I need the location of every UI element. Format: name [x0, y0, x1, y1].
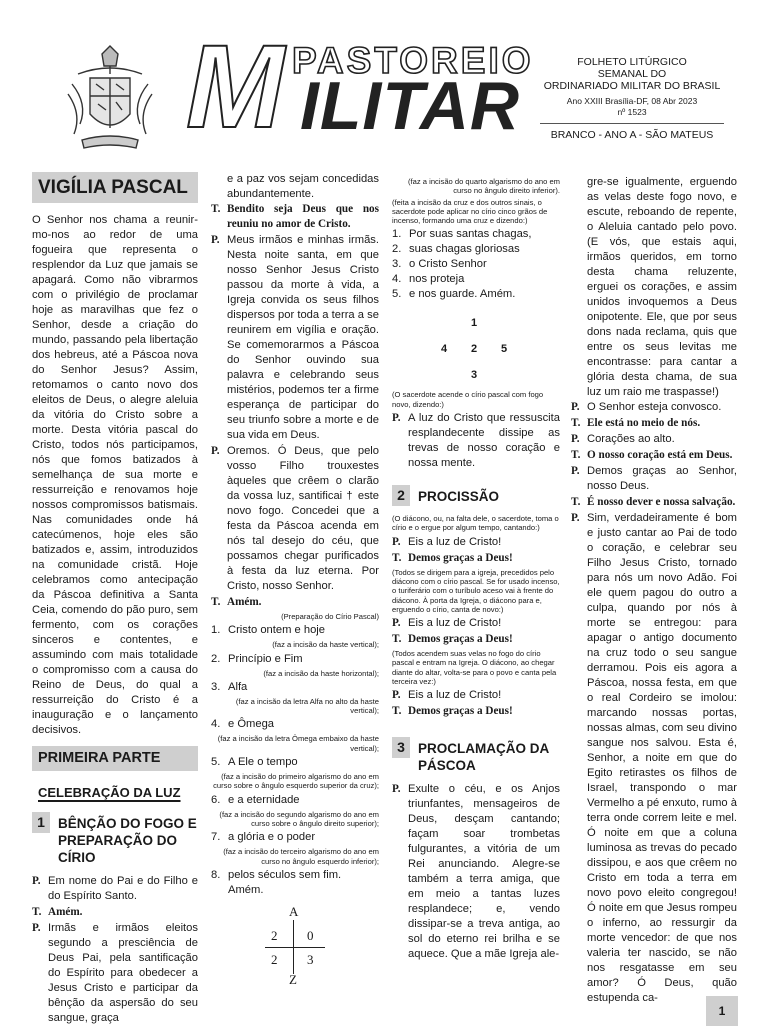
priest-line	[392, 411, 560, 471]
speaker-label: P.	[392, 617, 401, 630]
line-text: O nosso coração está em Deus.	[587, 449, 733, 461]
item-number: 4.	[211, 718, 221, 731]
cross-horizontal-bar	[265, 947, 325, 948]
list-item	[211, 623, 379, 649]
candle-incision-list	[211, 623, 379, 898]
list-item	[392, 227, 560, 242]
item-number: 7.	[211, 831, 221, 844]
rubric: (faz a incisão da haste horizontal);	[263, 668, 379, 678]
continued-text: gre-se igualmente, erguendo as velas deste fogo novo, e escute, reboando de repente, o Aleluia cantado pelo povo. (E vós, que estais aqui, irmãos queridos, em torno desta chama reluzente, erguei os corações, e assim unidos invoquemos a Deus onipotente. Ele, que por seus dons nada reclama, quis que entre os seus levitas me encontrasse: para cantar a glória desta chama, de sua luz um raio me traspasse!)	[587, 176, 737, 398]
line-text: Amém.	[227, 596, 262, 608]
priest-line	[571, 511, 737, 1006]
speaker-label: P.	[211, 234, 220, 246]
speaker-label: P.	[571, 512, 580, 524]
rubric: (faz a incisão da letra Alfa no alto da haste vertical);	[235, 696, 379, 716]
list-item	[392, 257, 560, 272]
section-3-heading	[392, 737, 560, 774]
people-line	[392, 632, 560, 647]
divider	[540, 123, 724, 124]
cross-digit: 2	[271, 951, 278, 967]
rubric: (Todos acendem suas velas no fogo do círio pascal e entram na Igreja. O diácono, ao chegar diante do altar, volta-se para o povo e canta pela terceira vez:)	[392, 649, 557, 687]
item-text: nos proteja	[409, 273, 465, 286]
speaker-label: T.	[571, 417, 581, 429]
speaker-label: T.	[392, 705, 402, 718]
list-item	[211, 680, 379, 716]
list-item	[392, 242, 560, 257]
speaker-label: P.	[392, 783, 401, 796]
speaker-label: T.	[211, 203, 221, 215]
people-line	[211, 202, 379, 232]
priest-line	[571, 432, 737, 447]
item-number: 6.	[211, 793, 221, 806]
line-text: Demos graças ao Senhor, nosso Deus.	[587, 465, 737, 492]
incense-grain-diagram	[431, 316, 521, 386]
speaker-label: P.	[392, 689, 401, 702]
section-2-heading	[392, 485, 560, 506]
line-text: Eis a luz de Cristo!	[408, 689, 502, 702]
info-line-2: SEMANAL DO	[597, 68, 667, 80]
speaker-label: P.	[571, 465, 580, 477]
rubric: (faz a incisão do quarto algarismo do ano em curso no ângulo direito inferior).	[408, 177, 560, 196]
section-number: 1	[32, 812, 50, 833]
rubric: (faz a incisão da haste vertical);	[272, 640, 379, 650]
item-number: 3.	[211, 680, 221, 693]
list-item	[211, 868, 379, 898]
item-text: e a eternidade	[228, 793, 300, 806]
line-text: Oremos. Ó Deus, que pelo vosso Filho trouxestes àqueles que crêem o clarão da vossa luz, santificai † este novo fogo. Concedei que a festa da Páscoa acenda em nós tal desejo do céu, que possamos chegar purificados à festa da luz eterna. Por Cristo, nosso Senhor.	[227, 445, 379, 592]
line-text: Irmãs e irmãos eleitos segundo a presciência de Deus Pai, pela santificação do Espírito para obedecer a Jesus Cristo e participar da bênção da aspersão do seu sangue, graça	[48, 922, 198, 1024]
line-text: Amém.	[48, 906, 83, 918]
item-text: o Cristo Senhor	[409, 258, 487, 271]
item-number: 5.	[211, 756, 221, 769]
item-text: suas chagas gloriosas	[409, 243, 520, 256]
priest-line	[32, 921, 198, 1026]
speaker-label: T.	[571, 449, 581, 461]
item-text: e nos guarde. Amém.	[409, 288, 516, 301]
line-text: Bendito seja Deus que nos reuniu no amor de Cristo.	[227, 203, 379, 230]
rubric: (feita a incisão da cruz e dos outros sinais, o sacerdote pode aplicar no círio cinco grãos de incenso, formando uma cruz e dizendo:)	[392, 197, 548, 226]
grain-mark: 1	[471, 317, 478, 330]
section-number: 3	[392, 737, 410, 758]
line-text: Eis a luz de Cristo!	[408, 535, 502, 548]
people-line	[392, 551, 560, 566]
speaker-label: T.	[211, 596, 221, 608]
grain-mark: 2	[471, 343, 478, 356]
speaker-label: P.	[32, 875, 41, 887]
rubric: (faz a incisão do segundo algarismo do ano em curso sobre o ângulo direito superior);	[219, 809, 379, 828]
priest-line	[211, 233, 379, 443]
speaker-label: P.	[571, 401, 580, 413]
priest-line	[32, 874, 198, 904]
priest-line	[211, 444, 379, 594]
item-number: 8.	[211, 868, 221, 881]
people-line	[392, 704, 560, 719]
item-number: 1.	[392, 228, 402, 241]
rubric: (faz a incisão da letra Ômega embaixo da haste vertical);	[217, 734, 379, 753]
incense-grain-list	[392, 227, 560, 302]
list-item	[211, 830, 379, 866]
item-number: 2.	[392, 243, 402, 256]
page-number: 1	[706, 996, 738, 1026]
cross-omega: Z	[289, 971, 297, 987]
masthead-title-rest: ILITAR	[300, 68, 521, 144]
cross-digit: 3	[307, 951, 314, 967]
line-text: Ele está no meio de nós.	[587, 417, 701, 429]
line-text: Corações ao alto.	[587, 433, 675, 445]
speaker-label: P.	[392, 535, 401, 548]
publication-info	[540, 56, 724, 141]
speaker-label: T.	[571, 496, 581, 508]
list-item	[211, 793, 379, 829]
people-line	[571, 416, 737, 431]
priest-line	[571, 400, 737, 415]
line-text: Demos graças a Deus!	[408, 705, 513, 718]
item-text: Cristo ontem e hoje	[228, 624, 326, 637]
rubric: (Todos se dirigem para a igreja, precedidos pelo diácono com o círio pascal. Se for usado incenso, o turiferário com o turíbulo aceso vai à frente do diácono. À porta da Igreja, o diácono para e, erguendo o círio, canta de novo:)	[392, 567, 560, 614]
line-text: É nosso dever e nossa salvação.	[587, 496, 736, 508]
cross-digit: 2	[271, 927, 278, 943]
line-text: Demos graças a Deus!	[408, 551, 513, 564]
ordinariate-crest-icon	[60, 44, 160, 156]
cross-alpha: A	[289, 903, 299, 919]
rubric: (faz a incisão do terceiro algarismo do ano em curso no ângulo esquerdo inferior);	[223, 847, 379, 866]
item-text: Princípio e Fim	[228, 652, 303, 665]
priest-line	[571, 464, 737, 494]
list-item	[392, 272, 560, 287]
item-number: 4.	[392, 273, 402, 286]
line-text: Sim, verdadeiramente é bom e justo cantar ao Pai de todo o coração, e celebrar seu Filho Jesus Cristo, tornado para nós um novo Adão. Foi ele quem pagou do outro a culpa, quando por nós à morte se entregou: para apagar o antigo documento na cruz todo o seu sangue derramou. Pois eis agora a Páscoa, nossa festa, em que o real Cordeiro se imolou: marcando nossas portas, nossas almas, com seu divino sangue nos salvou. Esta é, Senhor, a noite em que do Egito retirastes os filhos de Israel, transpondo o mar Vermelho a pé enxuto, rumo à terra onde correm leite e mel. Ó noite em que a coluna luminosa as trevas do pecado dissipou, e aos que crêem no Cristo em toda a terra em novo povo eleito congregou! Ó noite em que Jesus rompeu o inferno, ao ressurgir da morte vencedor: de que nos valeria ter nascido, se não nos resgatasse em seu amor? Ó Deus, quão estupenda ca-	[587, 512, 737, 1004]
line-text: Eis a luz de Cristo!	[408, 617, 502, 630]
speaker-label: T.	[392, 551, 402, 564]
priest-line	[392, 688, 560, 703]
item-number: 1.	[211, 624, 221, 637]
continued-text: e a paz vos sejam concedidas abundantemente.	[227, 173, 379, 200]
speaker-label: T.	[32, 906, 42, 918]
part-title: PRIMEIRA PARTE	[32, 746, 198, 771]
people-line	[32, 905, 198, 920]
item-text: A Ele o tempo	[228, 756, 298, 769]
section-1-heading	[32, 812, 198, 866]
item-text: Alfa	[228, 680, 248, 693]
list-item	[392, 287, 560, 302]
item-number: 3.	[392, 258, 402, 271]
speaker-label: P.	[32, 922, 41, 934]
issue-number: nº 1523	[617, 107, 647, 117]
column-3	[392, 175, 560, 963]
item-number: 2.	[211, 652, 221, 665]
item-text: Por suas santas chagas,	[409, 228, 532, 241]
line-text: A luz do Cristo que ressuscita resplandecente dissipe as trevas de nosso coração e nossa mente.	[408, 412, 560, 470]
grain-mark: 4	[441, 343, 448, 356]
masthead-title-top: PASTOREIO	[292, 40, 534, 81]
speaker-label: T.	[392, 633, 402, 646]
section-title: PROCISSÃO	[418, 489, 500, 505]
cross-digit: 0	[307, 927, 314, 943]
info-line-3: ORDINARIADO MILITAR DO BRASIL	[543, 80, 721, 92]
speaker-label: P.	[211, 445, 220, 457]
speaker-label: P.	[392, 412, 401, 425]
column-4	[571, 175, 737, 1007]
issue-date: Ano XXIII Brasília-DF, 08 Abr 2023	[566, 96, 698, 106]
priest-line	[392, 535, 560, 550]
item-text: a glória e o poder	[228, 831, 316, 844]
people-line	[211, 595, 379, 610]
masthead-title-letter: M	[186, 21, 285, 153]
list-item	[211, 755, 379, 791]
people-line	[571, 448, 737, 463]
column-2	[211, 172, 379, 987]
rubric: (O sacerdote acende o círio pascal com fogo novo, dizendo:)	[392, 390, 544, 409]
people-line	[571, 495, 737, 510]
liturgy-info: BRANCO - ANO A - SÃO MATEUS	[550, 129, 714, 141]
line-text: O Senhor esteja convosco.	[587, 401, 722, 413]
column-1	[32, 172, 198, 1027]
subheading: CELEBRAÇÃO DA LUZ	[38, 785, 181, 800]
intro-text: O Senhor nos chama a reunir-mo-nos ao redor de uma fogueira que representa o resplendor da Luz que jamais se apagará. Como não vibrarmos com o privilégio de proclamar hoje as maravilhas que fez o Senhor, desde a criação do mundo, passando pela libertação dos hebreus, até a Páscoa nova do Senhor Jesus? Assim, retomamos o canto novo dos eleitos de Deus, o alegre aleluia da vitória do Cristo sobre a morte. Desta vitória pascal do Cristo, todos nós participamos, nós que fomos batizados à semelhança de sua morte e ressurreição e renovamos hoje nossos compromissos batismais. Nas comunidades onde há catecúmenos, hoje eles são batizados e, assim, introduzidos na comunidade cristã. Hoje celebramos como antecipação da Páscoa definitiva a Santa Ceia, comendo do pão puro, sem fermento, com os corações sinceros e contentes, e assumindo com mais totalidade o compromisso com a causa do Reino de Deus, do qual a ressurreição do Cristo é a inauguração e o lançamento decisivos.	[32, 214, 198, 736]
rubric: (faz a incisão do primeiro algarismo do ano em curso sobre o ângulo esquerdo superior da cruz);	[213, 772, 379, 791]
info-line-1: FOLHETO LITÚRGICO	[577, 56, 687, 68]
page-title: VIGÍLIA PASCAL	[32, 172, 198, 203]
item-number: 5.	[392, 288, 402, 301]
line-text: Em nome do Pai e do Filho e do Espírito Santo.	[48, 875, 198, 902]
item-text: pelos séculos sem fim. Amém.	[228, 868, 342, 896]
section-title: BÊNÇÃO DO FOGO E PREPARAÇÃO DO CÍRIO	[58, 816, 197, 865]
masthead	[0, 0, 768, 165]
priest-line	[392, 616, 560, 631]
speaker-label: P.	[571, 433, 580, 445]
section-title: PROCLAMAÇÃO DA PÁSCOA	[418, 741, 549, 774]
section-number: 2	[392, 485, 410, 506]
rubric: (Preparação do Círio Pascal)	[281, 612, 379, 621]
priest-line	[392, 782, 560, 962]
list-item	[211, 717, 379, 753]
item-text: e Ômega	[228, 718, 275, 731]
rubric: (O diácono, ou, na falta dele, o sacerdote, toma o círio e o ergue por algum tempo, cantando:)	[392, 514, 559, 533]
list-item	[211, 652, 379, 678]
line-text: Demos graças a Deus!	[408, 633, 513, 646]
line-text: Exulte o céu, e os Anjos triunfantes, mensageiros de Deus, desçam cantando; façam soar trombetas fulgurantes, a vitória de um Rei anunciando. Alegre-se também a terra amiga, que em meio a tantas luzes resplandece; e, vendo dissipar-se a treva antiga, ao sol do eterno rei brilha e se aquece. Que a mãe Igreja ale-	[408, 783, 560, 961]
grain-mark: 5	[501, 343, 508, 356]
grain-mark: 3	[471, 369, 478, 382]
paschal-candle-cross-diagram	[245, 903, 345, 987]
line-text: Meus irmãos e minhas irmãs. Nesta noite santa, em que nosso Senhor Jesus Cristo passou da morte à vida, a Igreja convida os seus filhos dispersos por toda a terra a se reunirem em vigília e oração. Se comemorarmos a Páscoa do Senhor ouvindo sua palavra e celebrando seus mistérios, podemos ter a firme esperança de participar do seu triunfo sobre a morte e de sua vida em Deus.	[227, 234, 379, 441]
